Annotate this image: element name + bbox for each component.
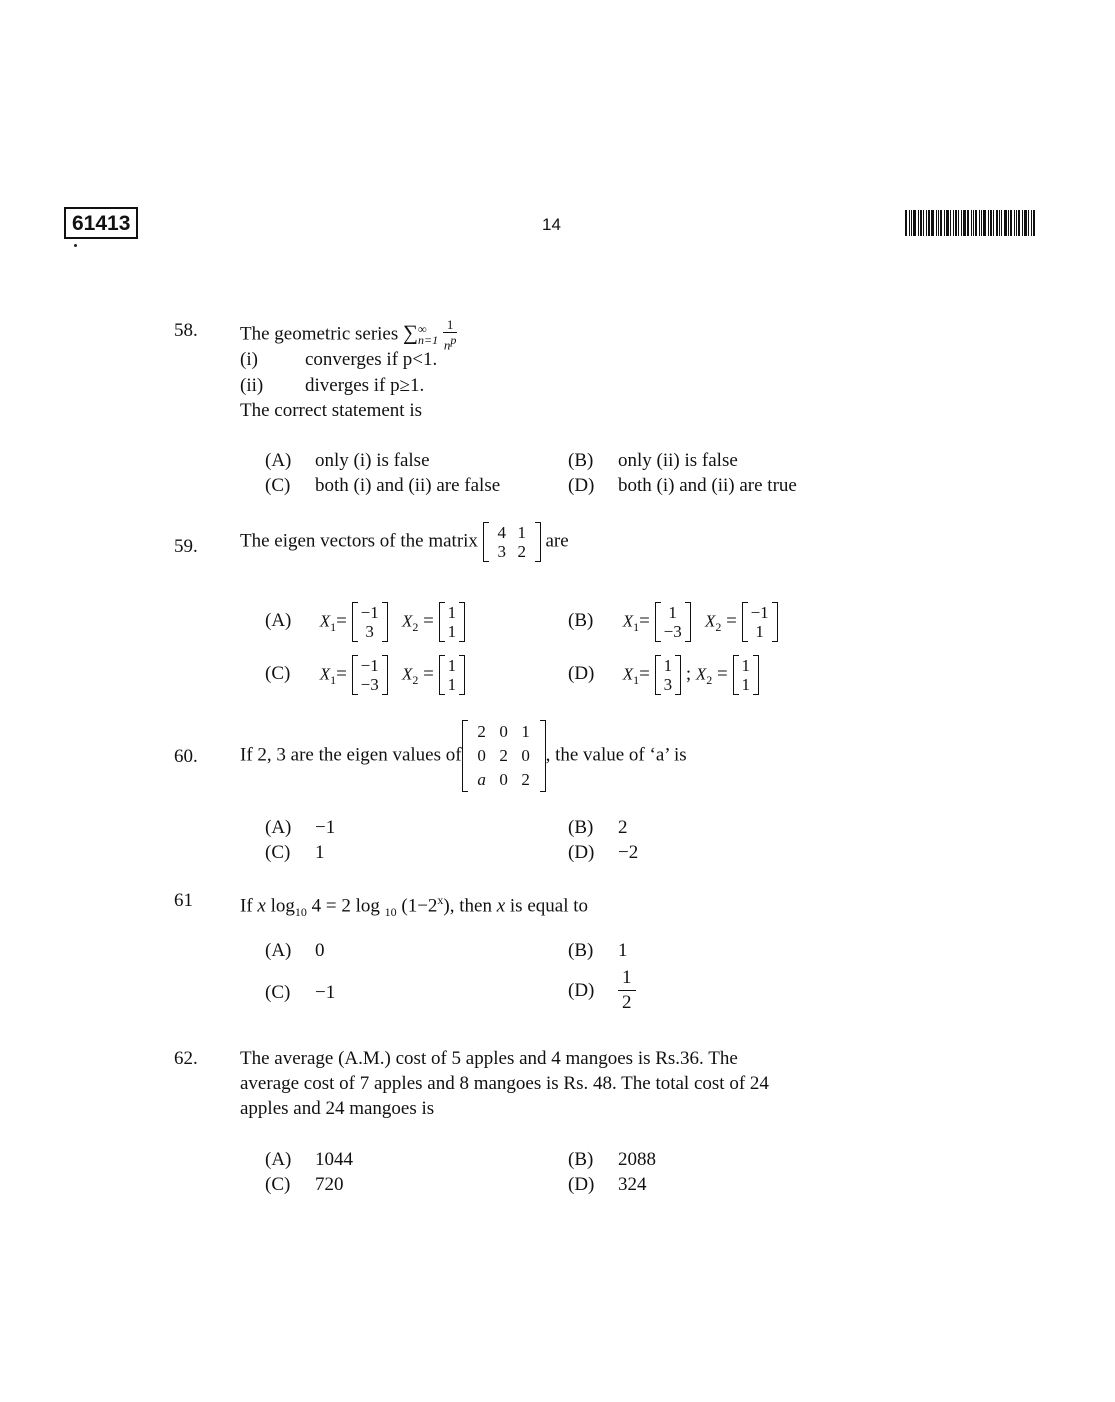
- barcode-bar: [975, 210, 977, 236]
- question-stem: If x $\log_{10} 4 = 2$ log $_{10}$ $(1-2^x)$, then x is equal to: [240, 893, 589, 920]
- question-line: apples and 24 mangoes is: [240, 1098, 435, 1119]
- vector: 1 −3: [655, 602, 691, 642]
- vector: 1 3: [655, 655, 682, 695]
- option-a[interactable]: (A) 0: [265, 940, 325, 961]
- question-stem: The geometric series ∑ ∞ n=1 $\frac{1}{n^p}$: [240, 317, 457, 353]
- question-stem: The eigen vectors of the matrix 4 1 3 2 are: [240, 523, 569, 561]
- paper-code: 61413: [64, 207, 138, 239]
- barcode-bar: [996, 210, 998, 236]
- option-a[interactable]: (A) 1044: [265, 1149, 353, 1170]
- question-62: [0, 1046, 1115, 1206]
- option-d[interactable]: (D) both (i) and (ii) are true: [568, 475, 797, 496]
- question-number: 59.: [174, 536, 198, 557]
- barcode-bar: [993, 210, 994, 236]
- vector: −1 −3: [352, 655, 388, 695]
- option-c[interactable]: (C) 1: [265, 842, 325, 863]
- barcode-bar: [1024, 210, 1027, 236]
- dot-mark: [74, 244, 77, 247]
- barcode-bar: [909, 210, 910, 236]
- statement-i: (i) converges if p<1.: [240, 349, 438, 370]
- barcode-bar: [936, 210, 937, 236]
- option-c[interactable]: (C) both (i) and (ii) are false: [265, 475, 501, 496]
- barcode-bar: [931, 210, 934, 236]
- question-60: [0, 720, 1115, 870]
- barcode-bar: [950, 210, 951, 236]
- vector: −1 1: [742, 602, 778, 642]
- barcode-bar: [958, 210, 959, 236]
- option-a[interactable]: (A) −1: [265, 817, 336, 838]
- barcode-bar: [981, 210, 982, 236]
- question-line: The average (A.M.) cost of 5 apples and 4 mangoes is Rs.36. The: [240, 1048, 738, 1069]
- option-c[interactable]: (C) $X_1=$ −1 −3 $X_2$ = 1 1: [265, 655, 465, 695]
- barcode-bar: [944, 210, 945, 236]
- option-b[interactable]: (B) 2088: [568, 1149, 656, 1170]
- barcode-bar: [963, 210, 966, 236]
- barcode-bar: [979, 210, 980, 236]
- barcode-bar: [913, 210, 916, 236]
- barcode-bar: [967, 210, 969, 236]
- question-59: [0, 522, 1115, 702]
- option-d[interactable]: (D) $\frac{1}{2}$: [568, 966, 636, 1015]
- question-58: [0, 318, 1115, 498]
- barcode-bar: [1028, 210, 1029, 236]
- option-a[interactable]: (A) only (i) is false: [265, 450, 430, 471]
- barcode-bar: [973, 210, 974, 236]
- barcode-bar: [905, 210, 907, 236]
- question-61: [0, 888, 1115, 1028]
- barcode-bar: [911, 210, 912, 236]
- question-stem: If 2, 3 are the eigen values of 2 0 1 0 2 0 a 0 2 , the value of ‘a’ is: [240, 720, 687, 792]
- barcode-bar: [983, 210, 986, 236]
- barcode-bar: [1033, 210, 1035, 236]
- barcode-bar: [988, 210, 989, 236]
- barcode-bar: [928, 210, 930, 236]
- barcode-bar: [920, 210, 922, 236]
- statement-ii: (ii) diverges if p≥1.: [240, 375, 425, 396]
- barcode-bar: [1014, 210, 1015, 236]
- option-b[interactable]: (B) 1: [568, 940, 628, 961]
- barcode-bar: [999, 210, 1000, 236]
- page-number: 14: [542, 215, 561, 234]
- vector: 1 1: [733, 655, 760, 695]
- barcode-bar: [1004, 210, 1007, 236]
- option-d[interactable]: (D) $X_1=$ 1 3 ; $X_2$ = 1 1: [568, 655, 759, 695]
- barcode-bar: [961, 210, 962, 236]
- barcode-bar: [1018, 210, 1020, 236]
- barcode-bar: [926, 210, 927, 236]
- option-b[interactable]: (B) 2: [568, 817, 628, 838]
- fraction: $\frac{1}{2}$: [618, 966, 636, 1015]
- barcode-bar: [940, 210, 942, 236]
- option-d[interactable]: (D) 324: [568, 1174, 647, 1195]
- question-number: 61: [174, 890, 193, 911]
- barcode-bar: [971, 210, 972, 236]
- question-line: average cost of 7 apples and 8 mangoes is Rs. 48. The total cost of 24: [240, 1073, 769, 1094]
- option-b[interactable]: (B) only (ii) is false: [568, 450, 738, 471]
- vector: 1 1: [439, 602, 466, 642]
- barcode-bar: [923, 210, 924, 236]
- barcode-bar: [1031, 210, 1032, 236]
- barcode-bar: [990, 210, 992, 236]
- barcode-icon: [905, 210, 1040, 236]
- barcode-bar: [1022, 210, 1023, 236]
- question-number: 58.: [174, 320, 198, 341]
- option-b[interactable]: (B) $X_1=$ 1 −3 $X_2$ = −1 1: [568, 602, 778, 642]
- option-a[interactable]: (A) $X_1=$ −1 3 $X_2$ = 1 1: [265, 602, 465, 642]
- barcode-bar: [955, 210, 957, 236]
- question-number: 62.: [174, 1048, 198, 1069]
- question-number: 60.: [174, 746, 198, 767]
- barcode-bar: [1016, 210, 1017, 236]
- vector: −1 3: [352, 602, 388, 642]
- vector: 1 1: [439, 655, 466, 695]
- matrix-3x3: 2 0 1 0 2 0 a 0 2: [462, 720, 546, 792]
- barcode-bar: [918, 210, 919, 236]
- fraction: $\frac{1}{n^p}$: [443, 317, 457, 353]
- barcode-bar: [1010, 210, 1012, 236]
- barcode-bar: [938, 210, 939, 236]
- barcode-bar: [953, 210, 954, 236]
- matrix-2x2: 4 1 3 2: [483, 522, 541, 562]
- option-d[interactable]: (D) −2: [568, 842, 639, 863]
- option-c[interactable]: (C) 720: [265, 1174, 344, 1195]
- question-prompt: The correct statement is: [240, 400, 423, 421]
- option-c[interactable]: (C) −1: [265, 982, 336, 1003]
- barcode-bar: [1001, 210, 1002, 236]
- barcode-bar: [1008, 210, 1009, 236]
- barcode-bar: [946, 210, 949, 236]
